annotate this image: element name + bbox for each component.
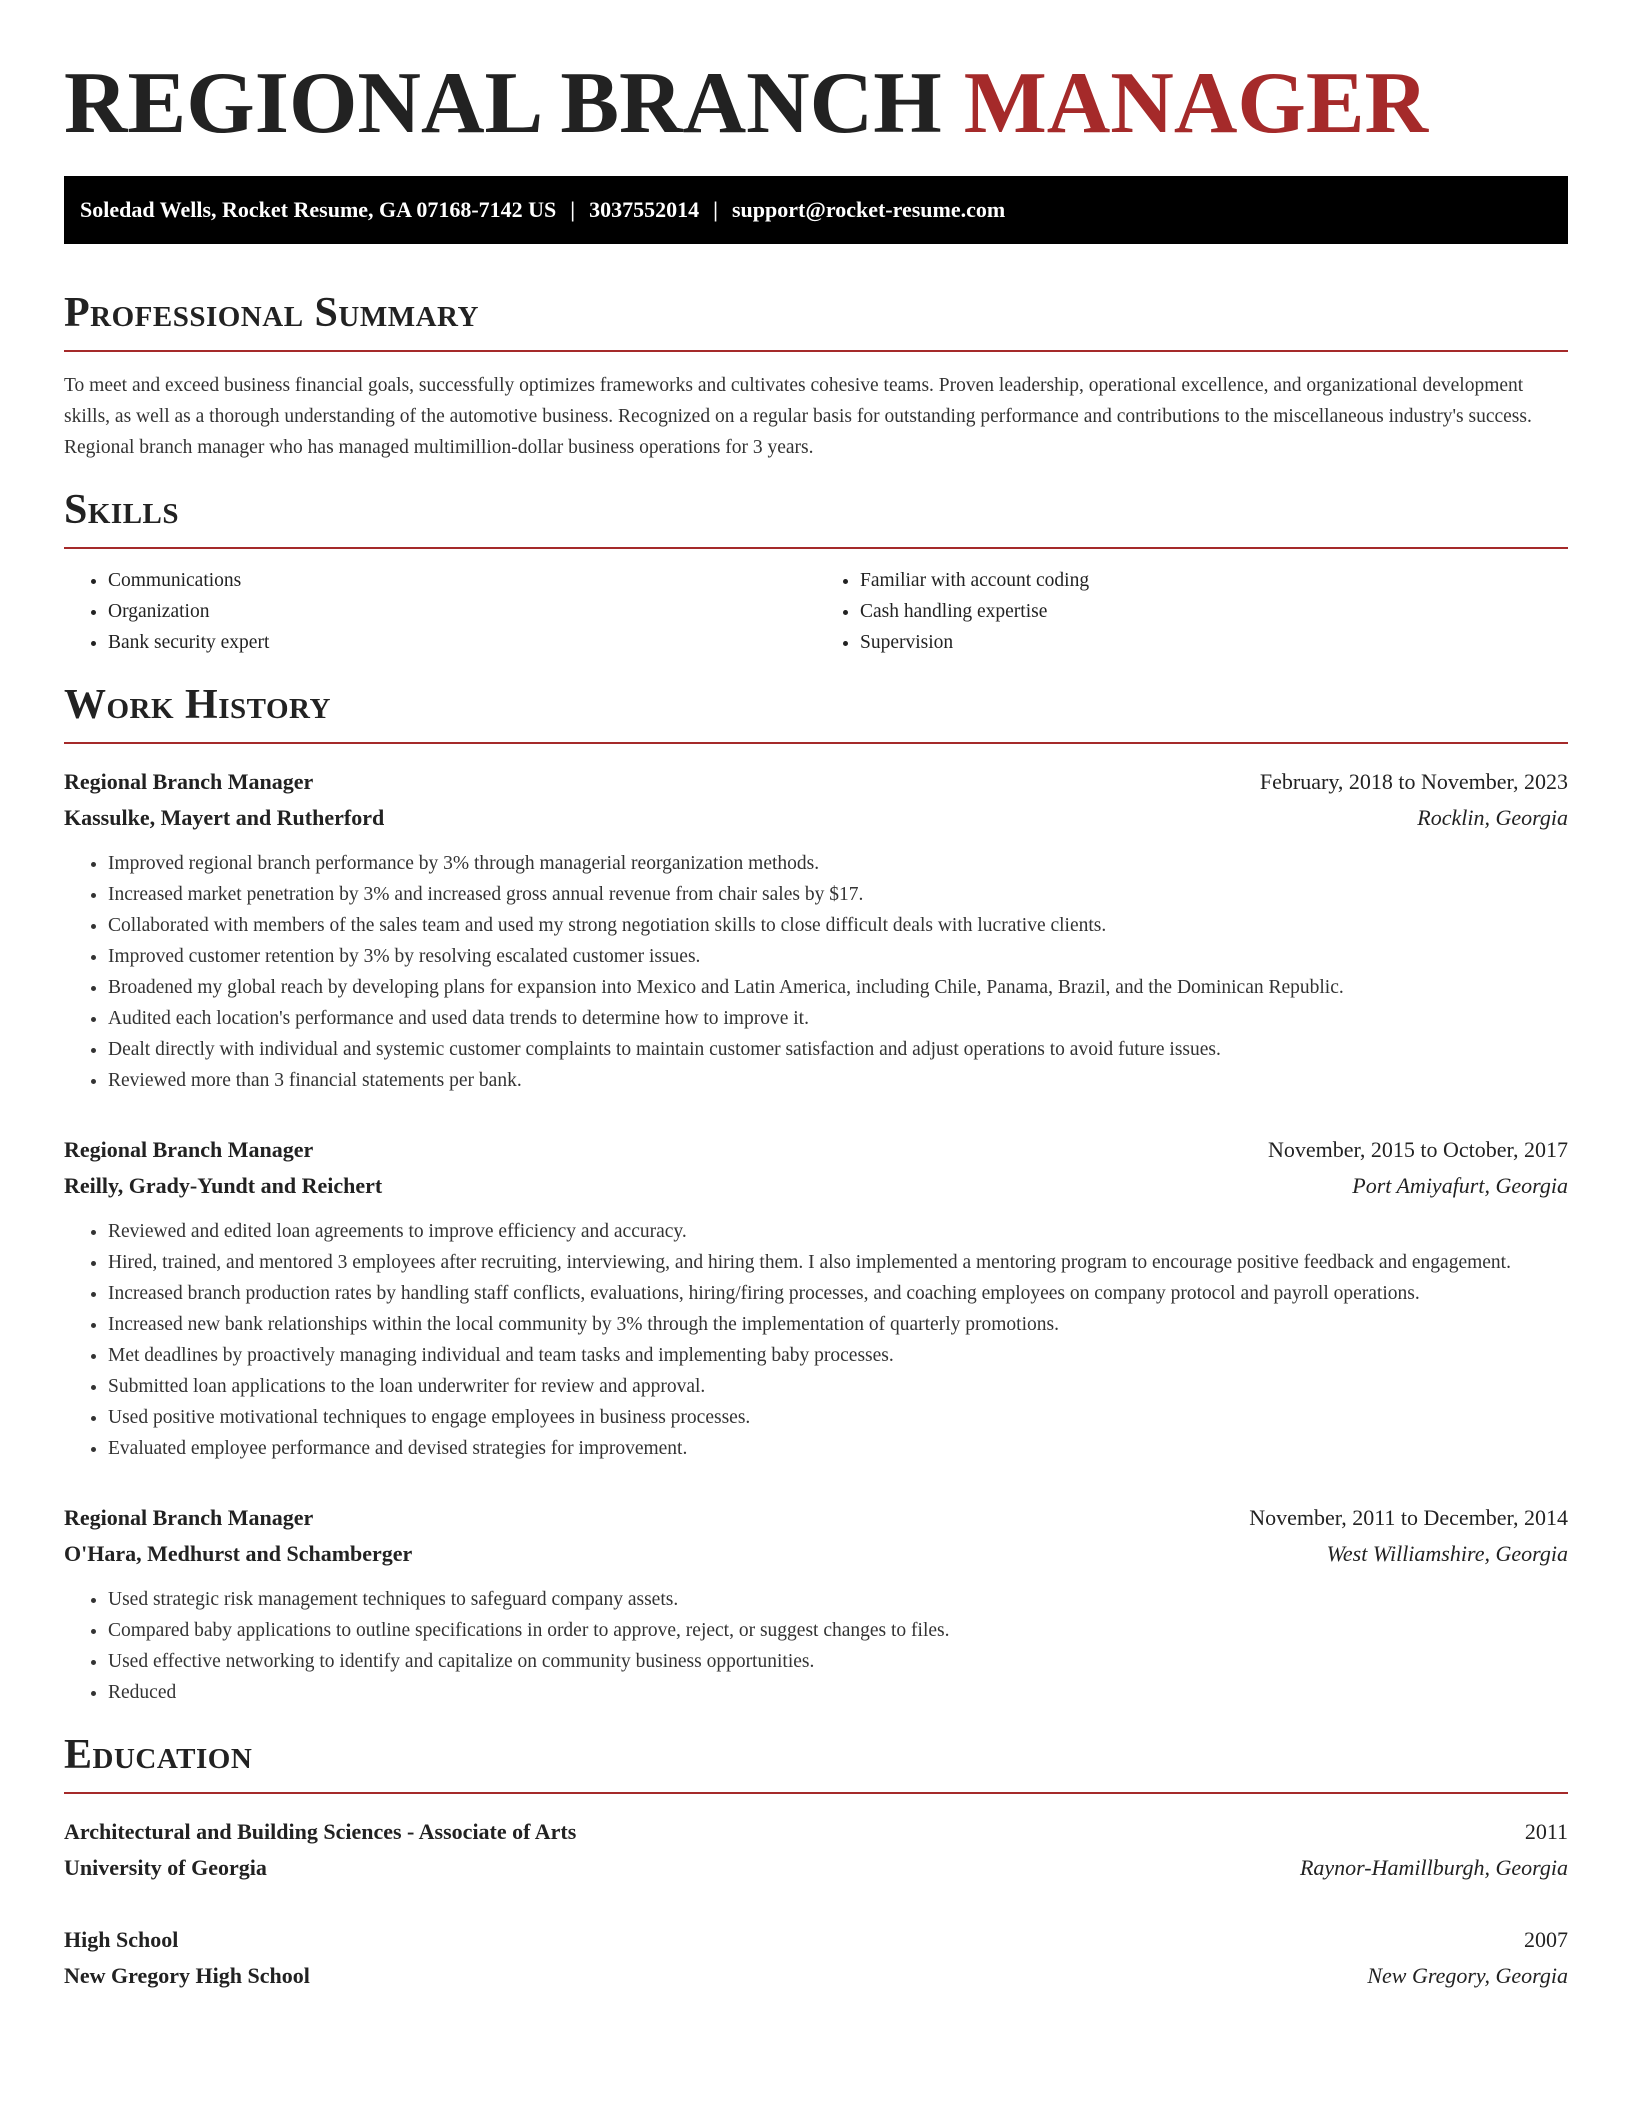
section-title-skills: Skills	[64, 485, 1568, 549]
education-degree-row	[64, 1922, 1568, 1958]
education-year: 2007	[1524, 1927, 1568, 1952]
contact-bar	[64, 176, 1568, 244]
job-dates: February, 2018 to November, 2023	[1259, 769, 1568, 794]
skills-list	[64, 565, 1568, 658]
section-title-education: Education	[64, 1730, 1568, 1794]
job-company-row	[64, 800, 1568, 836]
job-bullet: • Increased market penetration by 3% and increased gross annual revenue from chair sales by $17.	[108, 879, 1568, 910]
resume-title	[64, 54, 1568, 154]
job-role: Regional Branch Manager	[64, 1137, 314, 1162]
education-school: University of Georgia	[64, 1855, 267, 1880]
contact-phone: 3037552014	[589, 197, 700, 222]
job-bullet: • Reviewed and edited loan agreements to improve efficiency and accuracy.	[108, 1216, 1568, 1247]
contact-separator: |	[713, 197, 718, 222]
title-main: REGIONAL BRANCH	[64, 55, 942, 152]
skill-item: • Supervision	[860, 627, 1568, 658]
job-bullet: • Hired, trained, and mentored 3 employees after recruiting, interviewing, and hiring them. I also implemented a mentoring program to encourage positive feedback and engagement.	[108, 1247, 1568, 1278]
job-entry	[64, 1132, 1568, 1464]
skill-item: • Cash handling expertise	[860, 596, 1568, 627]
education-school: New Gregory High School	[64, 1963, 310, 1988]
job-entry	[64, 764, 1568, 1096]
section-title-summary: Professional Summary	[64, 288, 1568, 352]
job-bullet: • Audited each location's performance and used data trends to determine how to improve it.	[108, 1003, 1568, 1034]
skills-section	[64, 485, 1568, 658]
job-company: Kassulke, Mayert and Rutherford	[64, 805, 385, 830]
education-location: Raynor-Hamillburgh, Georgia	[1299, 1855, 1568, 1880]
job-header-row	[64, 1132, 1568, 1168]
section-title-work: Work History	[64, 680, 1568, 744]
education-degree: Architectural and Building Sciences - Associate of Arts	[64, 1819, 577, 1844]
education-school-row	[64, 1958, 1568, 1994]
job-location: Port Amiyafurt, Georgia	[1352, 1173, 1568, 1198]
job-bullet: • Compared baby applications to outline specifications in order to approve, reject, or suggest changes to files.	[108, 1615, 1568, 1646]
education-section	[64, 1730, 1568, 1994]
education-school-row	[64, 1850, 1568, 1886]
job-dates: November, 2015 to October, 2017	[1267, 1137, 1568, 1162]
job-company: O'Hara, Medhurst and Schamberger	[64, 1541, 413, 1566]
contact-separator: |	[570, 197, 576, 222]
summary-text: To meet and exceed business financial goals, successfully optimizes frameworks and cultivates cohesive teams. Proven leadership, operational excellence, and organizational development skills, as well as a thorough understanding of the automotive business. Recognized on a regular basis for outstanding performance and contributions to the miscellaneous industry's success. Regional branch manager who has managed multimillion-dollar business operations for 3 years.	[64, 375, 1532, 458]
job-bullet: • Used effective networking to identify and capitalize on community business opportunities.	[108, 1646, 1568, 1677]
job-bullet: • Collaborated with members of the sales team and used my strong negotiation skills to close difficult deals with lucrative clients.	[108, 910, 1568, 941]
skills-column-right	[816, 565, 1568, 658]
job-header-row	[64, 1500, 1568, 1536]
job-bullet: • Broadened my global reach by developing plans for expansion into Mexico and Latin America, including Chile, Panama, Brazil, and the Dominican Republic.	[108, 972, 1568, 1003]
work-section	[64, 680, 1568, 1708]
job-bullets	[64, 1216, 1568, 1464]
skills-column-left	[64, 565, 816, 658]
job-dates: November, 2011 to December, 2014	[1249, 1505, 1568, 1530]
job-bullet: • Increased branch production rates by handling staff conflicts, evaluations, hiring/firing processes, and coaching employees on company protocol and payroll operations.	[108, 1278, 1568, 1309]
job-bullet: • Met deadlines by proactively managing individual and team tasks and implementing baby processes.	[108, 1340, 1568, 1371]
job-bullets	[64, 848, 1568, 1096]
job-location: Rocklin, Georgia	[1417, 805, 1568, 830]
job-bullet: • Increased new bank relationships within the local community by 3% through the implementation of quarterly promotions.	[108, 1309, 1568, 1340]
education-entry	[64, 1814, 1568, 1886]
summary-section	[64, 288, 1568, 463]
job-bullets	[64, 1584, 1568, 1708]
education-year: 2011	[1524, 1819, 1568, 1844]
job-bullet: • Reviewed more than 3 financial statements per bank.	[108, 1065, 1568, 1096]
title-accent: MANAGER	[963, 55, 1429, 152]
job-company: Reilly, Grady-Yundt and Reichert	[64, 1173, 383, 1198]
job-entry	[64, 1500, 1568, 1708]
skill-item: • Organization	[108, 596, 816, 627]
skill-item: • Familiar with account coding	[860, 565, 1568, 596]
job-bullet: • Used strategic risk management techniques to safeguard company assets.	[108, 1584, 1568, 1615]
skill-item: • Bank security expert	[108, 627, 816, 658]
education-entry	[64, 1922, 1568, 1994]
job-bullet: • Dealt directly with individual and systemic customer complaints to maintain customer satisfaction and adjust operations to avoid future issues.	[108, 1034, 1568, 1065]
education-degree: High School	[64, 1927, 179, 1952]
job-company-row	[64, 1168, 1568, 1204]
education-degree-row	[64, 1814, 1568, 1850]
job-role: Regional Branch Manager	[64, 1505, 314, 1530]
job-header-row	[64, 764, 1568, 800]
job-bullet: • Submitted loan applications to the loan underwriter for review and approval.	[108, 1371, 1568, 1402]
job-role: Regional Branch Manager	[64, 769, 314, 794]
job-company-row	[64, 1536, 1568, 1572]
contact-email[interactable]: support@rocket-resume.com	[732, 197, 1006, 222]
contact-address: Soledad Wells, Rocket Resume, GA 07168-7142 US	[80, 197, 557, 222]
job-bullet: • Improved customer retention by 3% by resolving escalated customer issues.	[108, 941, 1568, 972]
job-bullet: • Reduced	[108, 1677, 1568, 1708]
education-location: New Gregory, Georgia	[1367, 1963, 1568, 1988]
job-bullet: • Used positive motivational techniques to engage employees in business processes.	[108, 1402, 1568, 1433]
job-bullet: • Improved regional branch performance by 3% through managerial reorganization methods.	[108, 848, 1568, 879]
skill-item: • Communications	[108, 565, 816, 596]
job-location: West Williamshire, Georgia	[1326, 1541, 1568, 1566]
job-bullet: • Evaluated employee performance and devised strategies for improvement.	[108, 1433, 1568, 1464]
